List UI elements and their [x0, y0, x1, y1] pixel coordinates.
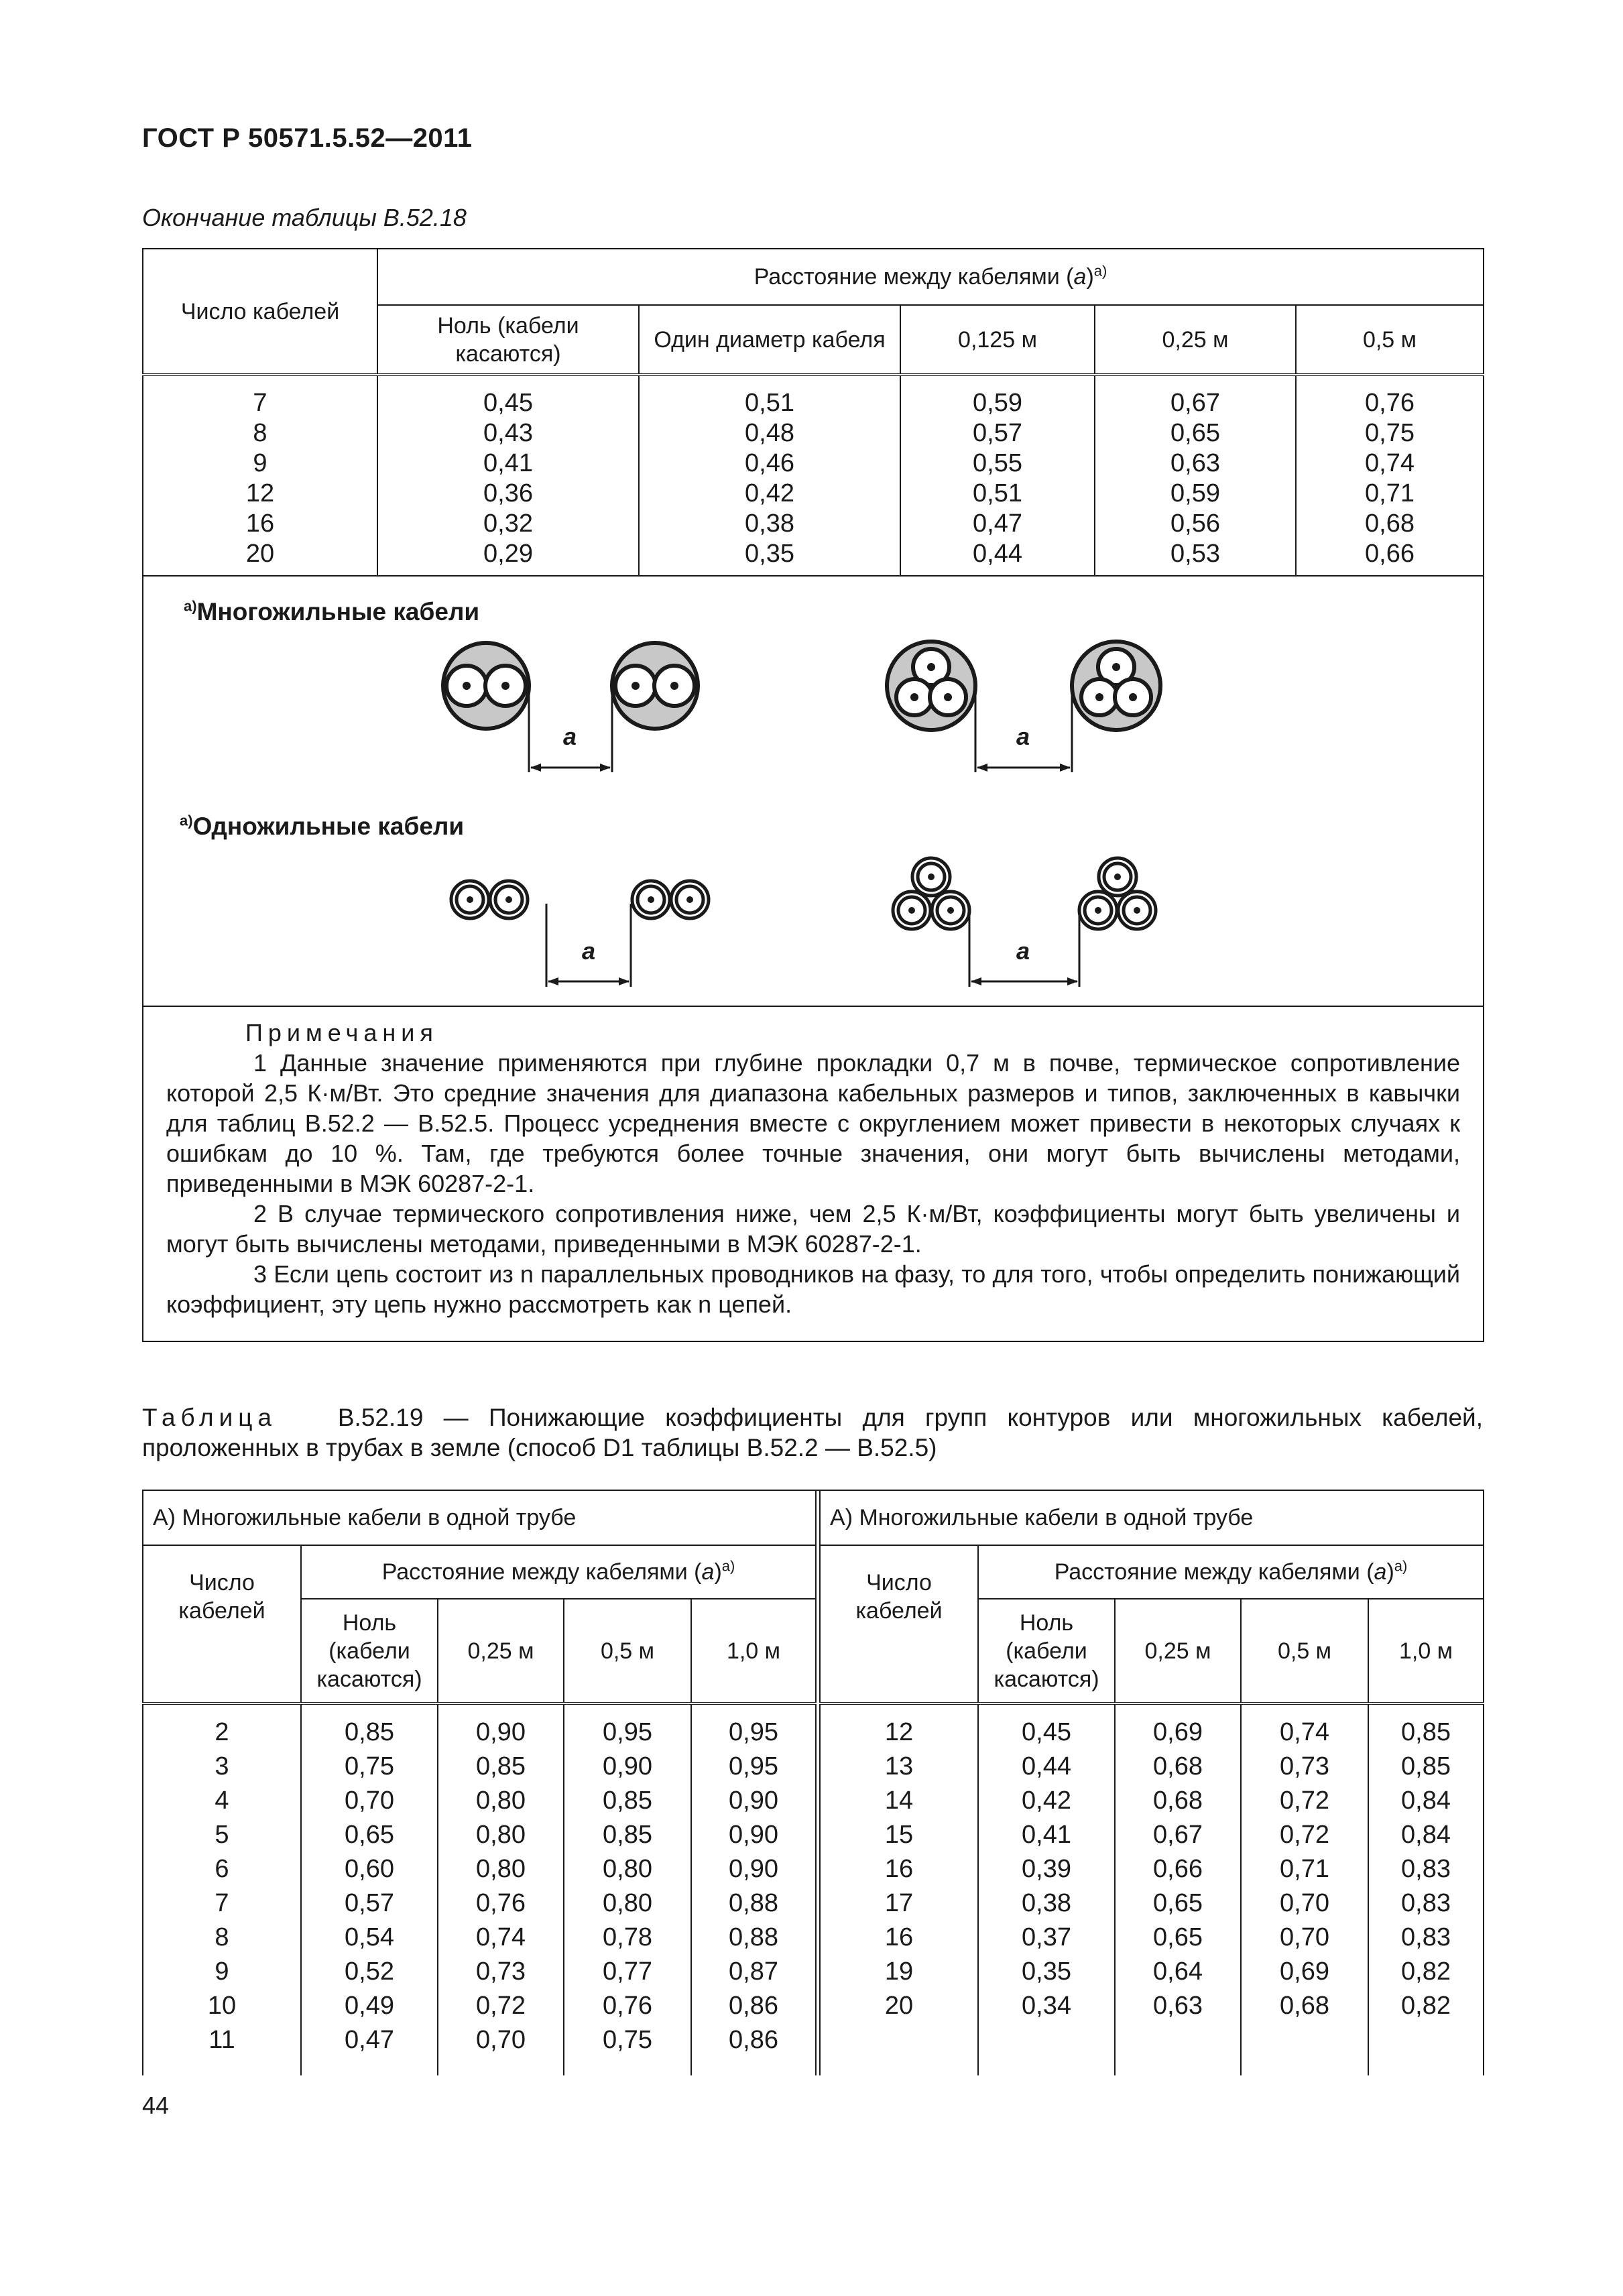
document-header: ГОСТ Р 50571.5.52—2011	[142, 123, 473, 153]
page-number: 44	[142, 2092, 170, 2119]
singlecore-cables-label: $^{a)}$Одножильные кабели	[180, 812, 465, 840]
data-column: 2 3 4 5 6 7 8 9 10 11	[143, 1703, 301, 2075]
table-b52-19	[142, 1490, 1484, 2075]
multicore-three-core-cable	[1072, 642, 1160, 730]
col-header: 1,0 м	[1368, 1599, 1484, 1703]
note-item: 3 Если цепь состоит из n параллельных проводников на фазу, то для того, чтобы определить понижающий коэффициент, эту цепь нужно рассмотреть как n цепей.	[166, 1260, 1461, 1318]
col-header: 1,0 м	[691, 1599, 816, 1703]
data-column: 0,59 0,57 0,55 0,51 0,47 0,44	[900, 375, 1095, 576]
col-header-distance: Расстояние между кабелями $(a)^{a)}$	[978, 1545, 1484, 1599]
col-header: Один диаметр кабеля	[639, 305, 900, 375]
singlecore-flat-group	[632, 881, 709, 918]
col-header-distance: Расстояние между кабелями $(a)^{a)}$	[377, 249, 1484, 305]
dimension-label-a: a	[563, 723, 577, 750]
dimension-label-a: a	[1016, 937, 1030, 965]
table-notes	[143, 1006, 1484, 1341]
col-header: Ноль (кабели касаются)	[978, 1599, 1115, 1703]
col-header-cable-count: Число кабелей	[143, 249, 377, 375]
col-header-distance: Расстояние между кабелями $(a)^{a)}$	[301, 1545, 816, 1599]
col-header: 0,25 м	[438, 1599, 564, 1703]
data-column: 0,45 0,43 0,41 0,36 0,32 0,29	[377, 375, 639, 576]
data-column: 7 8 9 12 16 20	[143, 375, 377, 576]
data-column: 0,85 0,75 0,70 0,65 0,60 0,57 0,54 0,52 0,49 0,47	[301, 1703, 438, 2075]
data-column: 0,74 0,73 0,72 0,72 0,71 0,70 0,70 0,69 0,68	[1241, 1703, 1368, 2075]
col-header: 0,5 м	[1296, 305, 1484, 375]
col-header: Ноль (кабели касаются)	[377, 305, 639, 375]
col-header: 0,25 м	[1115, 1599, 1241, 1703]
singlecore-flat-group	[451, 881, 528, 918]
note-item: 2 В случае термического сопротивления ниже, чем 2,5 К·м/Вт, коэффициенты могут быть увеличены и могут быть вычислены методами, приведенными в МЭК 60287-2-1.	[166, 1200, 1461, 1258]
data-column: 12 13 14 15 16 17 16 19 20	[820, 1703, 978, 2075]
data-column: 0,85 0,85 0,84 0,84 0,83 0,83 0,83 0,82 0,82	[1368, 1703, 1484, 2075]
section-title-left: А) Многожильные кабели в одной трубе	[143, 1490, 816, 1545]
cable-diagrams	[143, 577, 1482, 1006]
data-column: 0,69 0,68 0,68 0,67 0,66 0,65 0,65 0,64 0,63	[1115, 1703, 1241, 2075]
multicore-cables-label: $^{a)}$Многожильные кабели	[184, 597, 480, 625]
col-header: Ноль (кабели касаются)	[301, 1599, 438, 1703]
col-header-cable-count: Число кабелей	[143, 1545, 301, 1703]
notes-title: Примечания	[245, 1019, 438, 1046]
data-column: 0,76 0,75 0,74 0,71 0,68 0,66	[1296, 375, 1484, 576]
col-header: 0,5 м	[564, 1599, 691, 1703]
data-column: 0,51 0,48 0,46 0,42 0,38 0,35	[639, 375, 900, 576]
multicore-two-core-cable	[443, 643, 529, 729]
table-b52-19-caption: Таблица В.52.19 — Понижающие коэффициенты для групп контуров или многожильных кабелей, проложенных в трубах в земле (способ D1 таблицы В.52.2 — В.52.5)	[142, 1404, 1484, 1461]
data-column: 0,45 0,44 0,42 0,41 0,39 0,38 0,37 0,35 0,34	[978, 1703, 1115, 2075]
dimension-label-a: a	[1016, 723, 1030, 750]
table-b52-18	[142, 248, 1484, 1342]
data-column: 0,95 0,95 0,90 0,90 0,90 0,88 0,88 0,87 0,86 0,86	[691, 1703, 816, 2075]
data-column: 0,90 0,85 0,80 0,80 0,80 0,76 0,74 0,73 0,72 0,70	[438, 1703, 564, 2075]
cable-layout-figure	[143, 576, 1484, 1006]
dimension-label-a: a	[582, 937, 596, 965]
col-header: 0,5 м	[1241, 1599, 1368, 1703]
note-item: 1 Данные значение применяются при глубине прокладки 0,7 м в почве, термическое сопротивление которой 2,5 К·м/Вт. Это средние значения для диапазона кабельных размеров и типов, заключенных в кавычки для таблиц В.52.2 — В.52.5. Процесс усреднения вместе с округлением может привести в некоторых случаях к ошибкам до 10 %. Там, где требуются более точные значения, они могут быть вычислены методами, приведенными в МЭК 60287-2-1.	[166, 1049, 1461, 1197]
singlecore-trefoil-group	[893, 858, 969, 929]
col-header-cable-count: Число кабелей	[820, 1545, 978, 1703]
section-title-right: А) Многожильные кабели в одной трубе	[820, 1490, 1484, 1545]
col-header: 0,25 м	[1095, 305, 1296, 375]
table-continuation-caption: Окончание таблицы В.52.18	[142, 204, 467, 231]
data-column: 0,67 0,65 0,63 0,59 0,56 0,53	[1095, 375, 1296, 576]
data-column: 0,95 0,90 0,85 0,85 0,80 0,80 0,78 0,77 0,76 0,75	[564, 1703, 691, 2075]
col-header: 0,125 м	[900, 305, 1095, 375]
singlecore-trefoil-group	[1079, 858, 1156, 929]
multicore-three-core-cable	[887, 642, 975, 730]
multicore-two-core-cable	[612, 643, 698, 729]
